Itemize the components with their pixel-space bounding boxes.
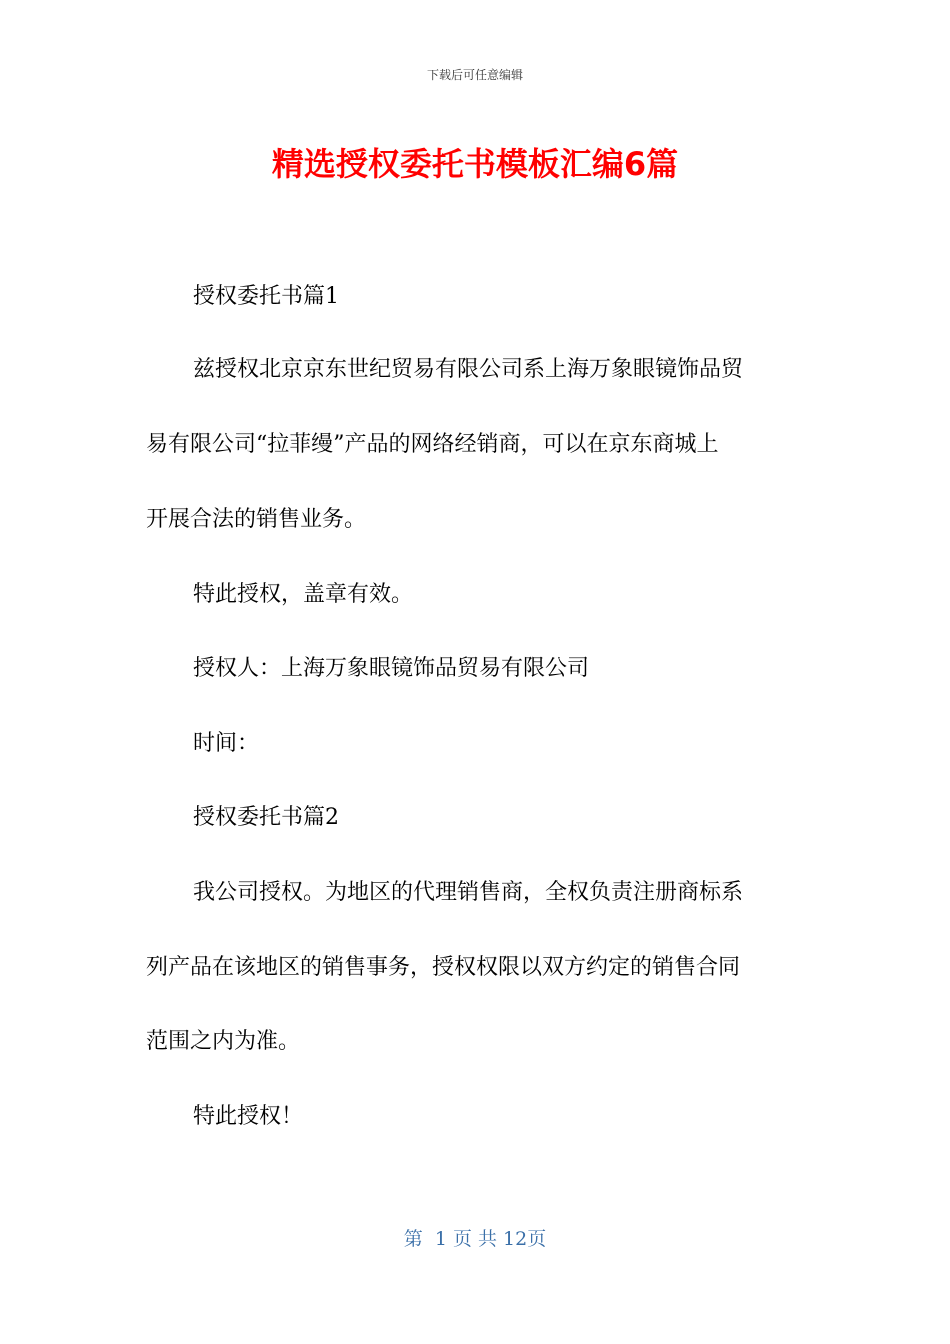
paragraph-line: 易有限公司“拉菲缦”产品的网络经销商，可以在京东商城上	[146, 432, 719, 457]
paragraph-line: 特此授权，盖章有效。	[193, 582, 414, 607]
paragraph-line: 列产品在该地区的销售事务，授权权限以双方约定的销售合同	[146, 955, 741, 980]
section-heading-1: 授权委托书篇1	[193, 284, 339, 309]
paragraph-line: 特此授权！	[193, 1104, 304, 1129]
paragraph-line: 兹授权北京京东世纪贸易有限公司系上海万象眼镜饰品贸	[193, 357, 744, 382]
paragraph-line: 我公司授权。为地区的代理销售商，全权负责注册商标系	[193, 880, 744, 905]
header-note: 下载后可任意编辑	[426, 68, 523, 82]
paragraph-line: 范围之内为准。	[146, 1029, 301, 1054]
page-number-footer: 第 1 页 共 12页	[403, 1228, 547, 1250]
paragraph-line: 开展合法的销售业务。	[146, 507, 367, 532]
authorizer-line: 授权人：上海万象眼镜饰品贸易有限公司	[193, 656, 590, 681]
document-title: 精选授权委托书模板汇编6篇	[271, 145, 679, 183]
section-heading-2: 授权委托书篇2	[193, 805, 339, 830]
date-line: 时间：	[193, 731, 260, 756]
